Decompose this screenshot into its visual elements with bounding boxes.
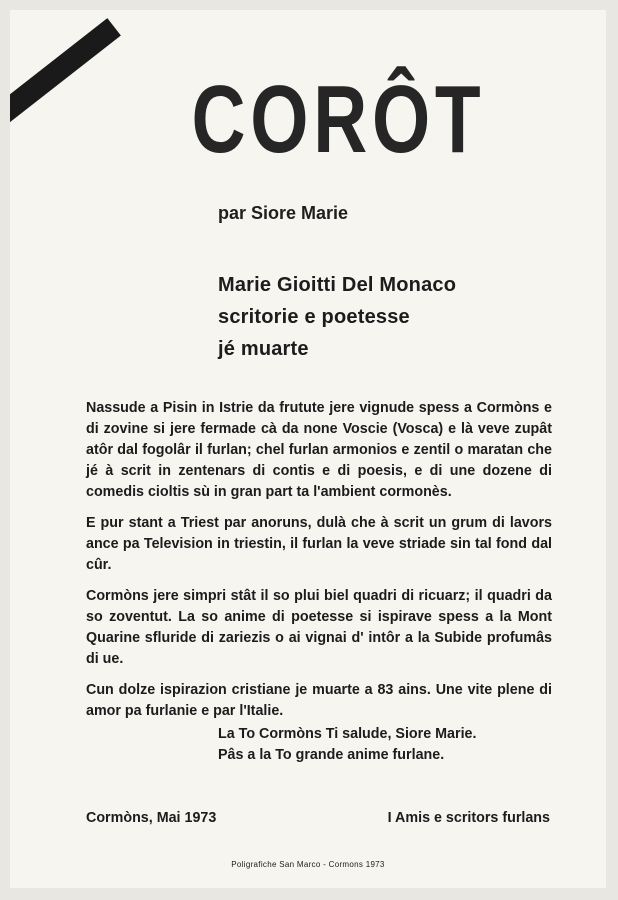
author-line: par Siore Marie — [218, 203, 349, 223]
obituary-body — [86, 398, 552, 732]
signature: I Amis e scritors furlans — [387, 810, 550, 826]
printer-credit: Poligrafiche San Marco - Cormons 1973 — [231, 860, 385, 869]
deceased-name: Marie Gioitti Del Monaco — [218, 274, 457, 296]
paragraph: E pur stant a Triest par anoruns, dulà che à scrit un grum di lavors ance pa Television in triestin, il furlan la veve striade sin tal fond dal cûr. — [86, 515, 552, 573]
closing-line: Pâs a la To grande anime furlane. — [218, 747, 445, 763]
page-title: CORÔT — [191, 66, 486, 173]
closing-lines — [218, 724, 476, 766]
poster-sheet — [10, 10, 606, 888]
paragraph: Cun dolze ispirazion cristiane je muarte a 83 ains. Une vite plene di amor pa furlanie e par l'Italie. — [86, 682, 552, 719]
paragraph: Nassude a Pisin in Istrie da frutute jere vignude spess a Cormòns e di zovine si jere fermade cà da none Voscie (Vosca) e là veve zupât atôr dal fogolâr il furlan; chel furlan armonios e zentil o maratan che jé à scrit in zentenars di contis e di poesis, e di une dozene di comedis cioltis sù in gran part ta l'ambient cormonès. — [86, 400, 552, 500]
mourning-band — [10, 18, 121, 128]
paragraph: Cormòns jere simpri stât il so plui biel quadri di ricuarz; il quadri da so zoventut. La so anime di poetesse si ispirave spess a la Mont Quarine sfluride di zariezis o ai vignai d' intôr a la Subide profumâs di ue. — [86, 588, 552, 667]
closing-line: La To Cormòns Ti salude, Siore Marie. — [218, 726, 477, 742]
deceased-role: scritorie e poetesse — [218, 306, 410, 328]
place-date: Cormòns, Mai 1973 — [86, 810, 217, 826]
death-notice: jé muarte — [218, 338, 309, 360]
